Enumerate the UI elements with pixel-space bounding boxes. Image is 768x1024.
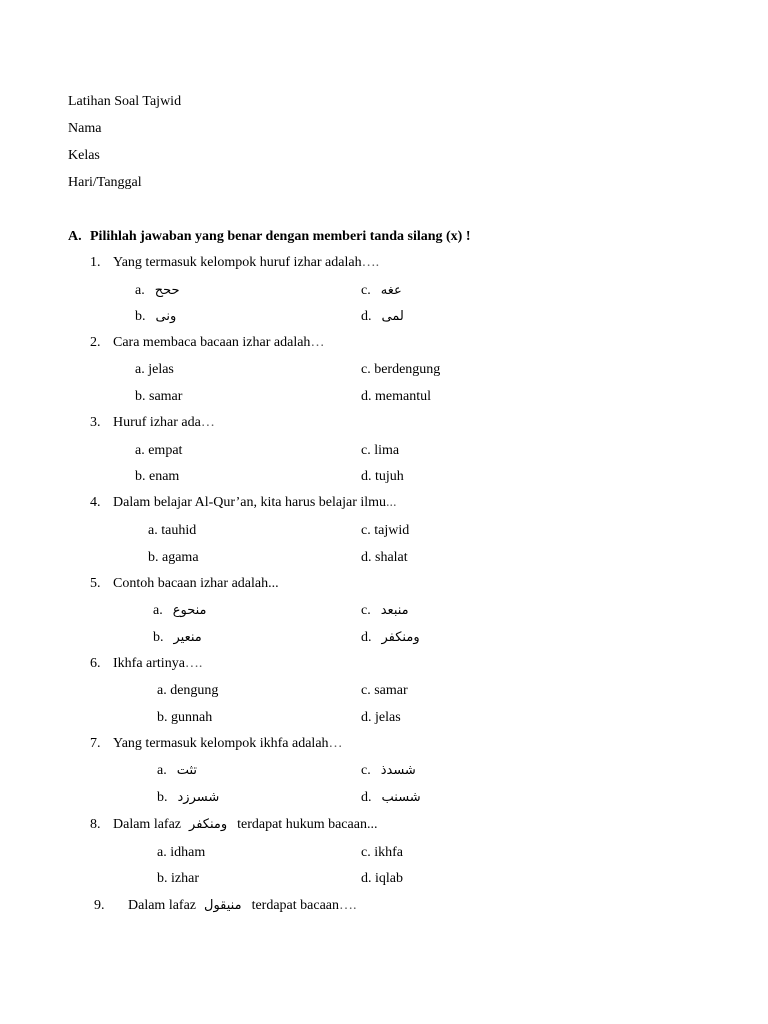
- option-label: c.: [361, 523, 371, 538]
- option-label: b.: [135, 469, 146, 484]
- answer-option[interactable]: [135, 361, 174, 379]
- option-label: b.: [148, 550, 159, 565]
- answer-option[interactable]: [361, 709, 401, 727]
- option-label: a.: [157, 763, 167, 778]
- option-arabic: تثت: [176, 763, 198, 778]
- section-heading: [68, 228, 471, 246]
- question-prompt: Contoh bacaan izhar adalah...: [113, 576, 279, 591]
- answer-option[interactable]: [361, 388, 431, 406]
- question-prompt: Yang termasuk kelompok ikhfa adalah: [113, 736, 329, 751]
- question-text: [128, 897, 357, 915]
- option-label: c.: [361, 845, 371, 860]
- answer-option[interactable]: [361, 602, 409, 620]
- option-arabic: لمى: [381, 309, 404, 324]
- answer-option[interactable]: [361, 468, 404, 486]
- option-label: c.: [361, 683, 371, 698]
- answer-option[interactable]: [361, 442, 399, 460]
- question-prompt: Cara membaca bacaan izhar adalah: [113, 335, 311, 350]
- answer-option[interactable]: [361, 762, 416, 780]
- option-label: b.: [135, 309, 146, 324]
- question-text: [113, 254, 379, 272]
- answer-option[interactable]: [157, 709, 212, 727]
- answer-option[interactable]: [361, 870, 403, 888]
- name-label: Nama: [68, 121, 102, 136]
- option-label: d.: [361, 871, 372, 886]
- option-label: a.: [157, 845, 167, 860]
- ellipsis: ….: [361, 255, 380, 270]
- option-text: idham: [166, 845, 206, 860]
- option-text: samar: [145, 389, 183, 404]
- question-text: [113, 735, 343, 753]
- option-text: iqlab: [371, 871, 403, 886]
- option-arabic: عغه: [380, 283, 402, 298]
- option-text: lima: [370, 443, 400, 458]
- question-number: 2.: [90, 335, 101, 350]
- ellipsis: ….: [339, 898, 357, 913]
- option-label: b.: [135, 389, 146, 404]
- question-number: 8.: [90, 817, 101, 832]
- answer-option[interactable]: [361, 682, 408, 700]
- answer-option[interactable]: [135, 282, 180, 300]
- option-label: d.: [361, 790, 372, 805]
- answer-option[interactable]: [157, 870, 199, 888]
- question-text: [113, 494, 397, 512]
- option-label: d.: [361, 630, 372, 645]
- option-label: a.: [153, 603, 163, 618]
- option-text: memantul: [371, 389, 431, 404]
- answer-option[interactable]: [361, 844, 403, 862]
- question-number: 9.: [94, 898, 105, 913]
- option-text: jelas: [371, 710, 401, 725]
- option-text: dengung: [166, 683, 219, 698]
- answer-option[interactable]: [153, 629, 202, 647]
- question-prompt-end: terdapat bacaan: [251, 898, 340, 913]
- question-prompt: Huruf izhar ada: [113, 415, 201, 430]
- arabic-word: ومنكفر: [189, 817, 228, 832]
- class-label: Kelas: [68, 148, 100, 163]
- option-label: a.: [157, 683, 167, 698]
- option-label: c.: [361, 603, 371, 618]
- option-label: d.: [361, 309, 372, 324]
- option-arabic: ونى: [155, 309, 177, 324]
- question-prompt: Yang termasuk kelompok huruf izhar adalah: [113, 255, 362, 270]
- option-label: b.: [153, 630, 164, 645]
- question-prompt-end: terdapat hukum bacaan...: [237, 817, 378, 832]
- option-label: a.: [135, 362, 145, 377]
- question-number: 5.: [90, 576, 101, 591]
- answer-option[interactable]: [148, 522, 196, 540]
- answer-option[interactable]: [153, 602, 206, 620]
- answer-option[interactable]: [148, 549, 199, 567]
- question-number: 3.: [90, 415, 101, 430]
- option-label: c.: [361, 443, 371, 458]
- question-number: 4.: [90, 495, 101, 510]
- answer-option[interactable]: [361, 522, 409, 540]
- question-text: [113, 575, 279, 593]
- option-arabic: ححح: [154, 283, 180, 298]
- answer-option[interactable]: [361, 629, 420, 647]
- option-label: d.: [361, 469, 372, 484]
- option-label: d.: [361, 550, 372, 565]
- answer-option[interactable]: [157, 762, 197, 780]
- question-prompt-start: Dalam lafaz: [128, 898, 197, 913]
- option-label: b.: [157, 710, 168, 725]
- option-arabic: شسرزد: [177, 790, 220, 805]
- option-label: d.: [361, 389, 372, 404]
- question-prompt-start: Dalam lafaz: [113, 817, 182, 832]
- option-text: ikhfa: [370, 845, 403, 860]
- section-instruction: Pilihlah jawaban yang benar dengan memberi tanda silang (x) !: [90, 229, 471, 244]
- option-arabic: منعير: [173, 630, 202, 645]
- option-label: c.: [361, 283, 371, 298]
- option-label: d.: [361, 710, 372, 725]
- option-arabic: منبعد: [380, 603, 409, 618]
- ellipsis: …: [328, 736, 343, 751]
- answer-option[interactable]: [361, 549, 408, 567]
- answer-option[interactable]: [135, 442, 182, 460]
- question-text: [113, 816, 377, 834]
- answer-option[interactable]: [361, 282, 402, 300]
- option-text: tujuh: [371, 469, 404, 484]
- question-number: 1.: [90, 255, 101, 270]
- question-prompt: Ikhfa artinya: [113, 656, 185, 671]
- answer-option[interactable]: [135, 388, 182, 406]
- ellipsis: …: [200, 415, 215, 430]
- option-arabic: منحوع: [172, 603, 207, 618]
- option-label: c.: [361, 763, 371, 778]
- section-letter: A.: [68, 229, 82, 244]
- option-arabic: ومنكفر: [381, 630, 420, 645]
- question-number: 6.: [90, 656, 101, 671]
- option-text: samar: [370, 683, 408, 698]
- option-text: empat: [144, 443, 183, 458]
- answer-option[interactable]: [135, 308, 176, 326]
- option-label: b.: [157, 790, 168, 805]
- answer-option[interactable]: [135, 468, 179, 486]
- option-text: gunnah: [167, 710, 213, 725]
- option-label: b.: [157, 871, 168, 886]
- option-label: c.: [361, 362, 371, 377]
- option-text: berdengung: [370, 362, 441, 377]
- question-text: [113, 655, 202, 673]
- option-label: a.: [148, 523, 158, 538]
- option-text: shalat: [371, 550, 408, 565]
- option-text: enam: [145, 469, 180, 484]
- answer-option[interactable]: [157, 682, 218, 700]
- question-prompt: Dalam belajar Al-Qur’an, kita harus belajar ilmu: [113, 495, 387, 510]
- ellipsis: …: [310, 335, 325, 350]
- question-text: [113, 334, 324, 352]
- option-text: agama: [158, 550, 199, 565]
- answer-option[interactable]: [361, 789, 421, 807]
- option-label: a.: [135, 283, 145, 298]
- answer-option[interactable]: [361, 361, 440, 379]
- option-arabic: شسنب: [381, 790, 421, 805]
- option-arabic: شسدذ: [380, 763, 416, 778]
- option-text: jelas: [144, 362, 174, 377]
- answer-option[interactable]: [361, 308, 404, 326]
- option-text: tauhid: [157, 523, 197, 538]
- option-text: izhar: [167, 871, 199, 886]
- arabic-word: منيقول: [204, 898, 242, 913]
- question-text: [113, 414, 215, 432]
- worksheet-title: Latihan Soal Tajwid: [68, 94, 182, 109]
- ellipsis: ...: [386, 495, 397, 510]
- question-number: 7.: [90, 736, 101, 751]
- ellipsis: ….: [184, 656, 203, 671]
- date-label: Hari/Tanggal: [68, 175, 142, 190]
- option-text: tajwid: [370, 523, 410, 538]
- option-label: a.: [135, 443, 145, 458]
- answer-option[interactable]: [157, 789, 219, 807]
- answer-option[interactable]: [157, 844, 205, 862]
